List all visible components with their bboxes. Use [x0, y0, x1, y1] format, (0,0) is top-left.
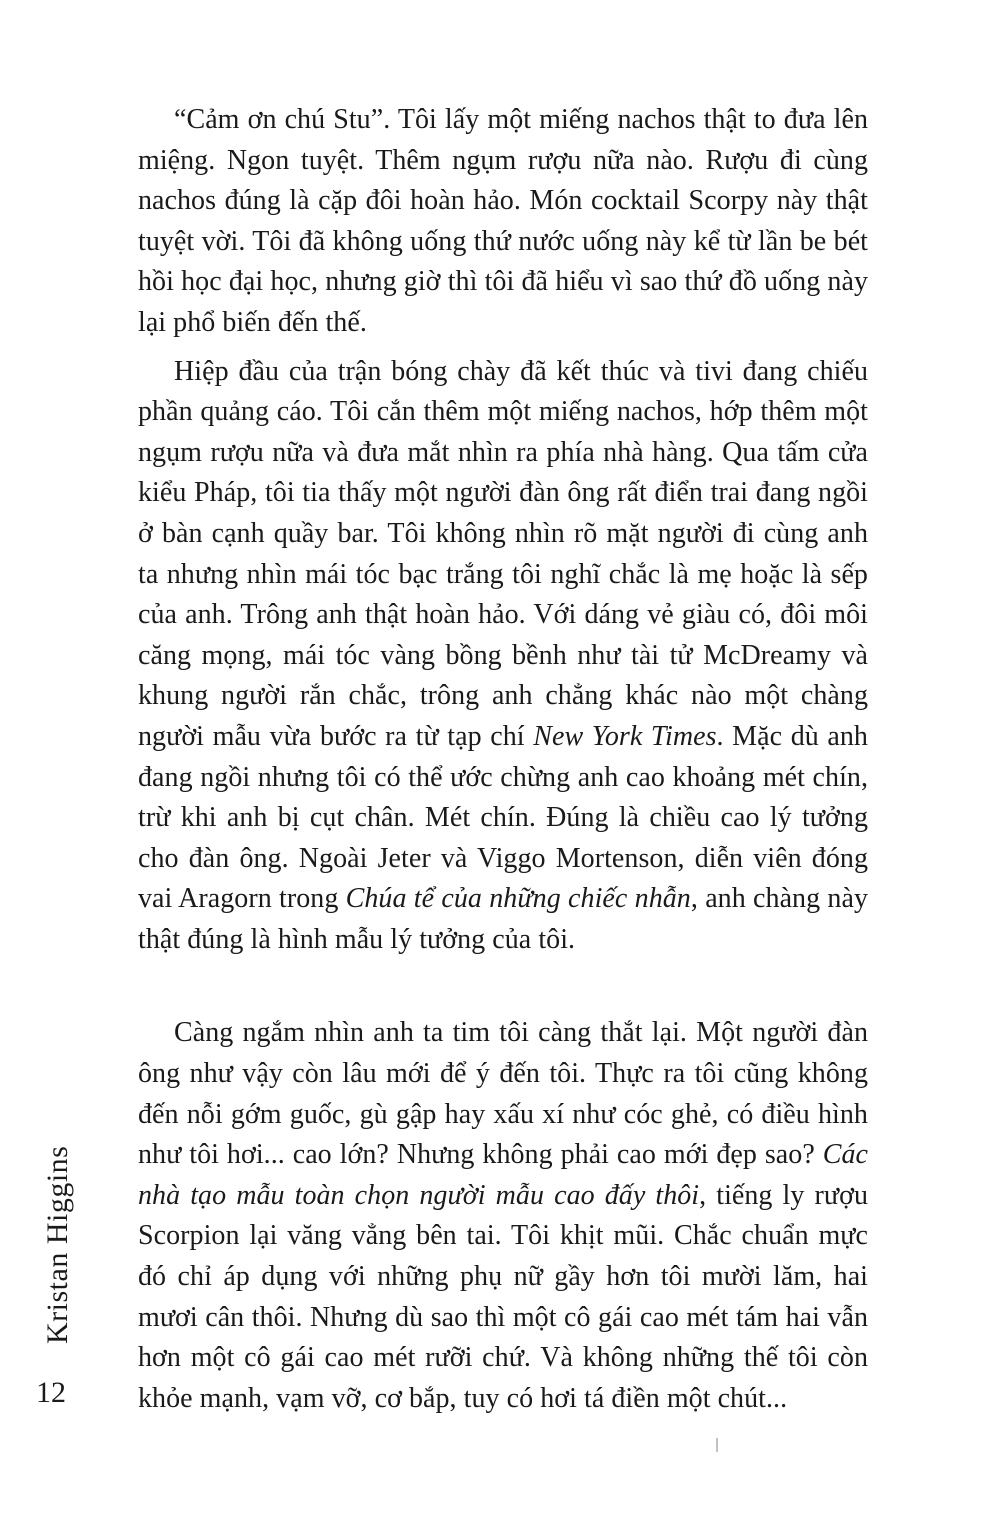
paragraph-2	[138, 352, 868, 961]
page-number: 12	[36, 1376, 66, 1409]
paragraph-1-text: “Cảm ơn chú Stu”. Tôi lấy một miếng nachos thật to đưa lên miệng. Ngon tuyệt. Thêm ngụm rượu nữa nào. Rượu đi cùng nachos đúng là cặp đôi hoàn hảo. Món cocktail Scorpy này thật tuyệt vời. Tôi đã không uống thứ nước uống này kể từ lần be bét hồi học đại học, nhưng giờ thì tôi đã hiểu vì sao thứ đồ uống này lại phổ biến đến thế.	[138, 104, 868, 338]
italic-title-new-york-times: New York Times	[533, 720, 717, 752]
italic-title-lord-of-the-rings: Chúa tể của những chiếc nhẫn	[345, 883, 691, 915]
italic-inner-voice: Các nhà tạo mẫu toàn chọn người mẫu cao đấy thôi	[138, 1139, 868, 1211]
paragraph-3-text-a: Càng ngắm nhìn anh ta tim tôi càng thắt lại. Một người đàn ông như vậy còn lâu mới để ý đến tôi. Thực ra tôi cũng không đến nỗi gớm guốc, gù gập hay xấu xí như cóc ghẻ, có điều hình như tôi hơi... cao lớn? Nhưng không phải cao mới đẹp sao?	[138, 1017, 868, 1171]
margin-sidebar	[30, 1145, 86, 1398]
paragraph-3	[138, 1013, 868, 1419]
paragraph-1	[138, 100, 868, 344]
paragraph-2-text-b: . Mặc dù anh đang ngồi nhưng tôi có thể ước chừng anh cao khoảng mét chín, trừ khi anh bị cụt chân. Mét chín. Đúng là chiều cao lý tưởng cho đàn ông. Ngoài Jeter và Viggo Mortenson, diễn viên đóng vai Aragorn trong	[138, 720, 868, 915]
body-text	[138, 100, 868, 1419]
running-head-author: Kristan Higgins	[41, 1145, 74, 1344]
paragraph-3-text-b: , tiếng ly rượu Scorpion lại văng vẳng bên tai. Tôi khịt mũi. Chắc chuẩn mực đó chỉ áp dụng với những phụ nữ gầy hơn tôi mười lăm, hai mươi cân thôi. Nhưng dù sao thì một cô gái cao mét tám hai vẫn hơn một cô gái cao mét rưỡi chứ. Và không những thế tôi còn khỏe mạnh, vạm vỡ, cơ bắp, tuy có hơi tá điền một chút...	[138, 1179, 868, 1414]
paragraph-2-text-c: , anh chàng này thật đúng là hình mẫu lý tưởng của tôi.	[138, 883, 869, 955]
scan-artifact-mark	[716, 1438, 718, 1452]
paragraph-2-text-a: Hiệp đầu của trận bóng chày đã kết thúc và tivi đang chiếu phần quảng cáo. Tôi cắn thêm một miếng nachos, hớp thêm một ngụm rượu nữa và đưa mắt nhìn ra phía nhà hàng. Qua tấm cửa kiểu Pháp, tôi tia thấy một người đàn ông rất điển trai đang ngồi ở bàn cạnh quầy bar. Tôi không nhìn rõ mặt người đi cùng anh ta nhưng nhìn mái tóc bạc trắng tôi nghĩ chắc là mẹ hoặc là sếp của anh. Trông anh thật hoàn hảo. Với dáng vẻ giàu có, đôi môi căng mọng, mái tóc vàng bồng bềnh như tài tử McDreamy và khung người rắn chắc, trông anh chẳng khác nào một chàng người mẫu vừa bước ra từ tạp chí	[138, 355, 868, 752]
